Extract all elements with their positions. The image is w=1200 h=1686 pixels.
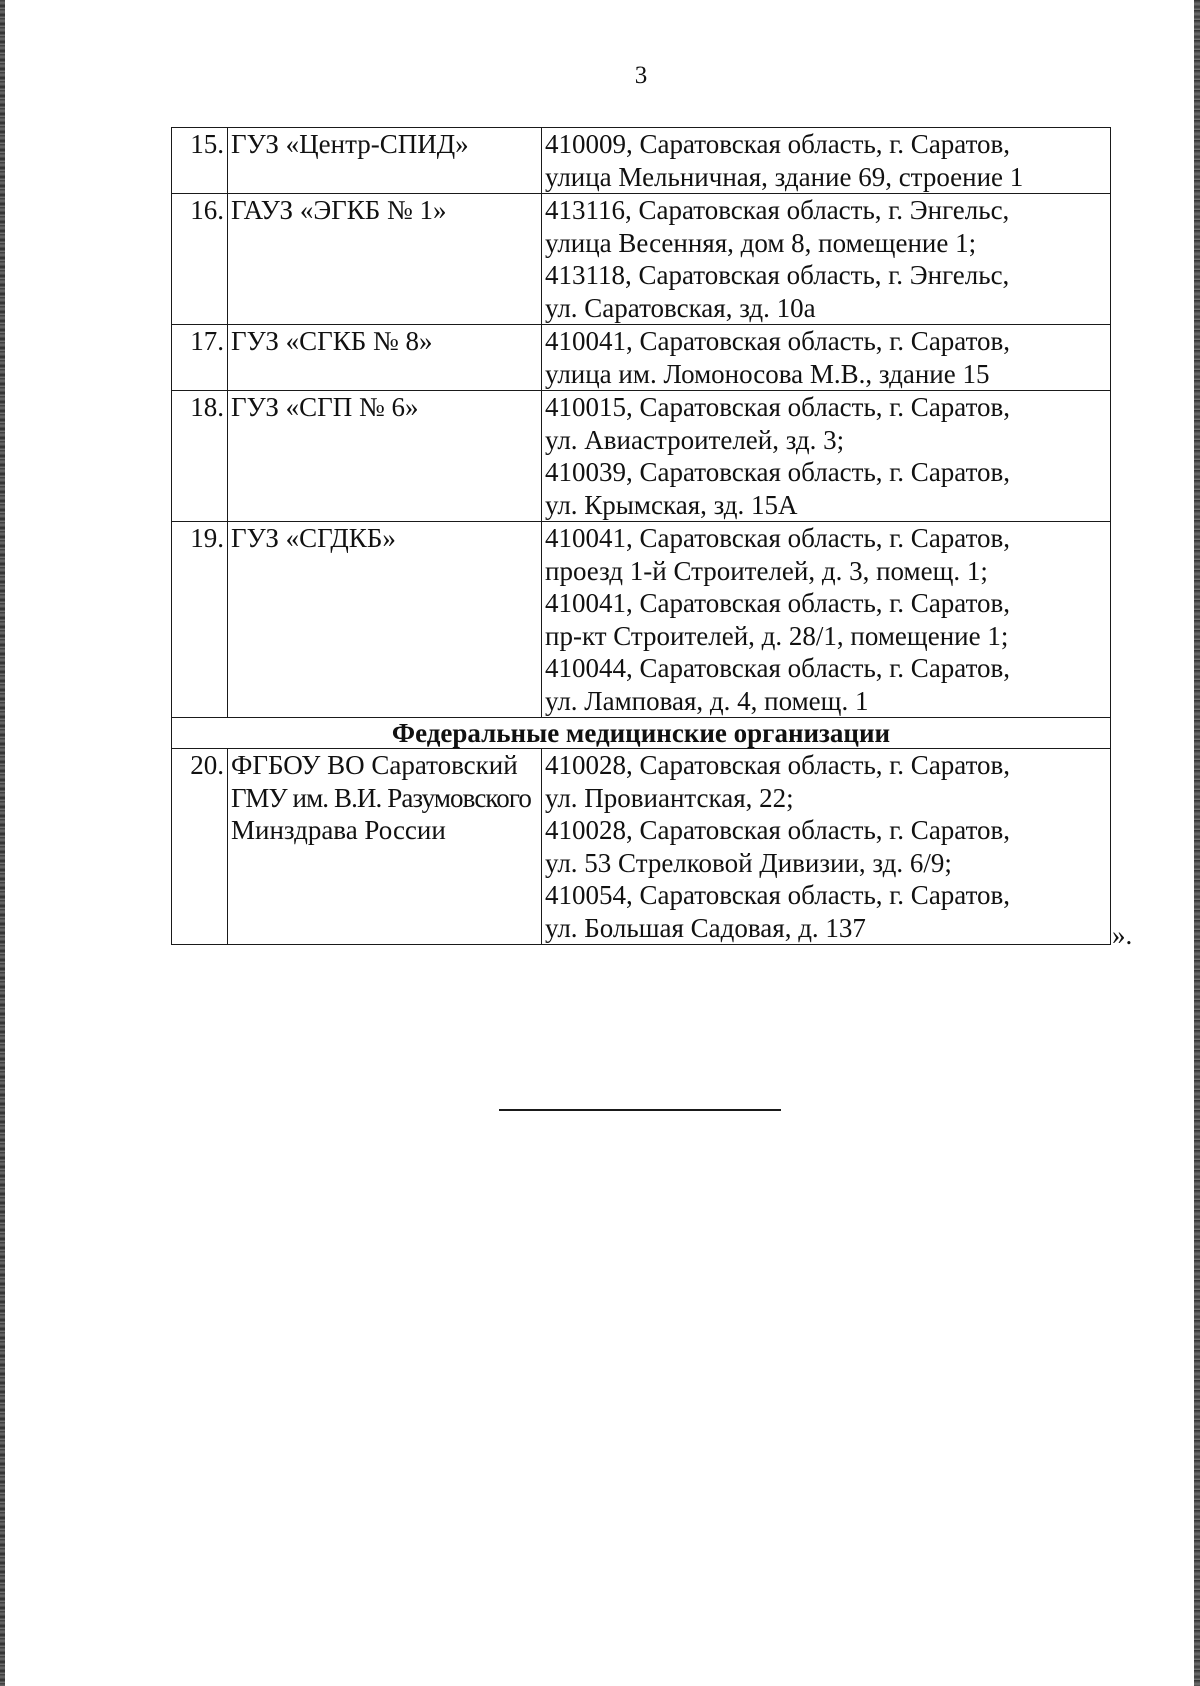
name-line: ГУЗ «СГКБ № 8» [231,326,433,356]
name-line: ФГБОУ ВО Саратовский [231,750,518,780]
name-line: ГУЗ «СГДКБ» [231,523,396,553]
address-line: ул. Ламповая, д. 4, помещ. 1 [545,685,869,716]
name-line: ГУЗ «Центр-СПИД» [231,129,469,159]
scan-edge-left [0,0,5,1686]
organization-name [228,128,542,194]
name-line: ГУЗ «СГП № 6» [231,392,419,422]
address-line: улица Весенняя, дом 8, помещение 1; [545,227,977,258]
address-line: проезд 1-й Строителей, д. 3, помещ. 1; [545,555,988,586]
name-line: Минздрава России [231,815,446,845]
address-line: 410041, Саратовская область, г. Саратов, [545,326,1011,356]
closing-quote-mark: ». [1112,920,1133,950]
address-line: 413116, Саратовская область, г. Энгельс, [545,195,1010,225]
organization-name [228,749,542,945]
organization-address [542,749,1111,945]
row-number: 18. [172,391,228,522]
organization-name [228,391,542,522]
row-number: 15. [172,128,228,194]
organization-name [228,325,542,391]
row-number: 17. [172,325,228,391]
table-row [172,194,1111,325]
table-row [172,128,1111,194]
address-line: 410015, Саратовская область, г. Саратов, [545,392,1011,422]
name-line: ГМУ им. В.И. Разумовского [231,782,531,813]
organization-address [542,194,1111,325]
organization-address [542,325,1111,391]
address-line: ул. Крымская, зд. 15А [545,489,798,520]
table-row [172,325,1111,391]
address-line: ул. Провиантская, 22; [545,782,794,813]
address-line: улица Мельничная, здание 69, строение 1 [545,161,1024,192]
end-of-document-rule [499,1109,781,1111]
address-line: ул. Большая Садовая, д. 137 [545,912,866,943]
organization-name [228,522,542,718]
organization-name [228,194,542,325]
row-number: 16. [172,194,228,325]
scan-edge-right [1194,0,1200,1686]
address-line: 410009, Саратовская область, г. Саратов, [545,129,1011,159]
address-line: ул. Саратовская, зд. 10а [545,292,816,323]
address-line: 410041, Саратовская область, г. Саратов, [545,588,1011,618]
address-line: 410054, Саратовская область, г. Саратов, [545,880,1011,910]
address-line: 410041, Саратовская область, г. Саратов, [545,523,1011,553]
organizations-table [171,127,1111,945]
address-line: ул. 53 Стрелковой Дивизии, зд. 6/9; [545,847,952,878]
table-row [172,522,1111,718]
page-number: 3 [634,62,648,89]
name-line: ГАУЗ «ЭГКБ № 1» [231,195,447,225]
section-header-row [172,718,1111,749]
table-row [172,391,1111,522]
table-row [172,749,1111,945]
row-number: 20. [172,749,228,945]
address-line: 410039, Саратовская область, г. Саратов, [545,457,1011,487]
organization-address [542,391,1111,522]
section-header: Федеральные медицинские организации [172,718,1111,749]
address-line: ул. Авиастроителей, зд. 3; [545,424,845,455]
address-line: 413118, Саратовская область, г. Энгельс, [545,260,1010,290]
address-line: 410028, Саратовская область, г. Саратов, [545,815,1011,845]
address-line: улица им. Ломоносова М.В., здание 15 [545,358,990,389]
address-line: 410028, Саратовская область, г. Саратов, [545,750,1011,780]
address-line: 410044, Саратовская область, г. Саратов, [545,653,1011,683]
organization-address [542,128,1111,194]
row-number: 19. [172,522,228,718]
address-line: пр-кт Строителей, д. 28/1, помещение 1; [545,620,1009,651]
organization-address [542,522,1111,718]
